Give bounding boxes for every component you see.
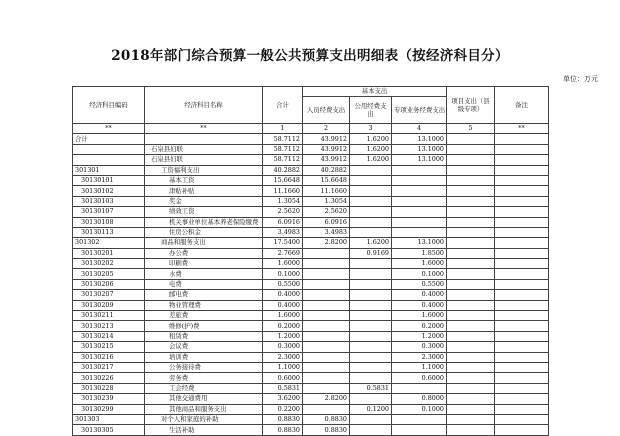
cell-personnel	[303, 259, 350, 269]
cell-personnel	[303, 342, 350, 352]
cell-project	[447, 404, 495, 414]
cell-project	[447, 144, 495, 154]
cell-name: 工资福利支出	[145, 165, 263, 175]
cell-project	[447, 321, 495, 331]
cell-name: 物业管理费	[145, 300, 263, 310]
cell-special	[392, 414, 447, 424]
cell-special: 0.5500	[392, 279, 447, 289]
cell-special	[392, 425, 447, 435]
table-row	[73, 279, 549, 289]
header-special: 专项业务经费支出	[392, 97, 447, 124]
cell-code: 30130226	[73, 373, 145, 383]
cell-public: 0.9169	[350, 248, 392, 258]
cell-name: 差旅费	[145, 311, 263, 321]
cell-code	[73, 144, 145, 154]
cell-name: 其他商品和服务支出	[145, 404, 263, 414]
cell-code: 合计	[73, 134, 145, 144]
cell-personnel: 1.3054	[303, 196, 350, 206]
table-row	[73, 404, 549, 414]
cell-public	[350, 300, 392, 310]
cell-name: 邮电费	[145, 290, 263, 300]
cell-code: 30130201	[73, 248, 145, 258]
table-row	[73, 311, 549, 321]
table-row	[73, 165, 549, 175]
table-row	[73, 362, 549, 372]
cell-remark	[495, 259, 549, 269]
cell-special: 13.1000	[392, 144, 447, 154]
cell-code: 30130205	[73, 269, 145, 279]
cell-code: 30130214	[73, 331, 145, 341]
cell-special	[392, 207, 447, 217]
cell-project	[447, 383, 495, 393]
cell-name: 维修(护)费	[145, 321, 263, 331]
index-cell: **	[73, 124, 145, 134]
cell-project	[447, 394, 495, 404]
header-personnel: 人员经费支出	[303, 97, 350, 124]
cell-project	[447, 217, 495, 227]
cell-project	[447, 227, 495, 237]
cell-public	[350, 279, 392, 289]
table-row	[73, 394, 549, 404]
cell-project	[447, 300, 495, 310]
cell-name: 石泉县妇联	[145, 144, 263, 154]
cell-code: 30130206	[73, 279, 145, 289]
cell-public	[350, 227, 392, 237]
table-row	[73, 144, 549, 154]
cell-name: 住房公积金	[145, 227, 263, 237]
cell-public	[350, 311, 392, 321]
cell-code: 30130202	[73, 259, 145, 269]
cell-code: 30130215	[73, 342, 145, 352]
cell-remark	[495, 362, 549, 372]
cell-code: 30130216	[73, 352, 145, 362]
table-row	[73, 269, 549, 279]
cell-code: 30130103	[73, 196, 145, 206]
cell-public	[350, 207, 392, 217]
cell-personnel: 3.4983	[303, 227, 350, 237]
cell-code	[73, 155, 145, 165]
cell-project	[447, 155, 495, 165]
cell-code: 30130209	[73, 300, 145, 310]
cell-remark	[495, 311, 549, 321]
cell-total: 0.8830	[263, 414, 303, 424]
header-name: 经济科目名称	[145, 87, 263, 124]
cell-total: 1.3054	[263, 196, 303, 206]
cell-total: 1.1000	[263, 362, 303, 372]
header-public: 公用经费支出	[350, 97, 392, 124]
cell-remark	[495, 207, 549, 217]
table-row	[73, 186, 549, 196]
table-row	[73, 321, 549, 331]
cell-public: 0.1200	[350, 404, 392, 414]
table-row	[73, 155, 549, 165]
cell-name: 生活补助	[145, 425, 263, 435]
cell-special: 0.3000	[392, 342, 447, 352]
cell-personnel: 2.8200	[303, 238, 350, 248]
cell-remark	[495, 238, 549, 248]
cell-code: 30130305	[73, 425, 145, 435]
cell-personnel	[303, 300, 350, 310]
cell-name: 绩效工资	[145, 207, 263, 217]
cell-total: 6.0916	[263, 217, 303, 227]
table-row	[73, 196, 549, 206]
unit-label: 单位：万元	[563, 75, 598, 83]
cell-remark	[495, 300, 549, 310]
cell-personnel: 6.0916	[303, 217, 350, 227]
cell-code: 30130102	[73, 186, 145, 196]
cell-total: 3.6200	[263, 394, 303, 404]
cell-personnel	[303, 248, 350, 258]
cell-special	[392, 227, 447, 237]
cell-code: 301303	[73, 414, 145, 424]
table-row	[73, 425, 549, 435]
cell-remark	[495, 155, 549, 165]
cell-public	[350, 342, 392, 352]
cell-special: 0.1000	[392, 404, 447, 414]
cell-name: 对个人和家庭的补助	[145, 414, 263, 424]
cell-special: 0.6000	[392, 373, 447, 383]
index-cell: 2	[303, 124, 350, 134]
header-code: 经济科目编码	[73, 87, 145, 124]
cell-name: 基本工资	[145, 175, 263, 185]
cell-special: 0.8000	[392, 394, 447, 404]
table-row	[73, 331, 549, 341]
cell-public: 0.5831	[350, 383, 392, 393]
index-cell: **	[145, 124, 263, 134]
cell-code: 301302	[73, 238, 145, 248]
cell-special: 0.4000	[392, 300, 447, 310]
cell-name: 石泉县妇联	[145, 155, 263, 165]
cell-code: 30130101	[73, 175, 145, 185]
cell-project	[447, 269, 495, 279]
cell-special: 1.6000	[392, 259, 447, 269]
cell-remark	[495, 331, 549, 341]
cell-special: 1.6000	[392, 311, 447, 321]
cell-project	[447, 373, 495, 383]
cell-public	[350, 362, 392, 372]
cell-name: 劳务费	[145, 373, 263, 383]
cell-project	[447, 186, 495, 196]
header-basic: 基本支出	[303, 87, 447, 97]
cell-special	[392, 217, 447, 227]
cell-project	[447, 134, 495, 144]
cell-total: 15.6648	[263, 175, 303, 185]
index-row	[73, 124, 549, 134]
cell-personnel	[303, 321, 350, 331]
cell-total: 1.6000	[263, 259, 303, 269]
cell-special: 13.1000	[392, 134, 447, 144]
cell-personnel	[303, 279, 350, 289]
cell-special: 0.1000	[392, 269, 447, 279]
cell-personnel	[303, 290, 350, 300]
cell-code: 30130107	[73, 207, 145, 217]
table-row	[73, 217, 549, 227]
table-row	[73, 248, 549, 258]
cell-project	[447, 248, 495, 258]
cell-public	[350, 196, 392, 206]
header-remark: 备注	[495, 87, 549, 124]
cell-special	[392, 383, 447, 393]
cell-total: 0.2200	[263, 404, 303, 414]
cell-remark	[495, 227, 549, 237]
cell-total: 0.1000	[263, 269, 303, 279]
cell-public	[350, 352, 392, 362]
cell-code: 30130108	[73, 217, 145, 227]
cell-total: 0.4000	[263, 290, 303, 300]
cell-name: 印刷费	[145, 259, 263, 269]
cell-special: 1.1000	[392, 362, 447, 372]
cell-special	[392, 186, 447, 196]
table-row	[73, 134, 549, 144]
cell-remark	[495, 373, 549, 383]
cell-total: 0.5831	[263, 383, 303, 393]
cell-remark	[495, 279, 549, 289]
cell-name: 商品和服务支出	[145, 238, 263, 248]
cell-remark	[495, 321, 549, 331]
cell-public	[350, 165, 392, 175]
cell-name: 水费	[145, 269, 263, 279]
table-row	[73, 207, 549, 217]
header-project: 项目支出（县级专项）	[447, 87, 495, 124]
table-row	[73, 300, 549, 310]
cell-public	[350, 269, 392, 279]
index-cell: **	[495, 124, 549, 134]
cell-code: 30130211	[73, 311, 145, 321]
index-cell: 3	[350, 124, 392, 134]
cell-personnel: 2.5620	[303, 207, 350, 217]
cell-project	[447, 311, 495, 321]
cell-project	[447, 175, 495, 185]
cell-total: 1.6000	[263, 311, 303, 321]
cell-remark	[495, 144, 549, 154]
cell-public	[350, 186, 392, 196]
cell-project	[447, 425, 495, 435]
cell-code: 30130217	[73, 362, 145, 372]
cell-special	[392, 165, 447, 175]
index-cell: 5	[447, 124, 495, 134]
cell-project	[447, 290, 495, 300]
cell-project	[447, 331, 495, 341]
cell-total: 0.6000	[263, 373, 303, 383]
cell-project	[447, 279, 495, 289]
cell-code: 301301	[73, 165, 145, 175]
table-row	[73, 342, 549, 352]
table-row	[73, 383, 549, 393]
cell-personnel	[303, 352, 350, 362]
cell-special	[392, 196, 447, 206]
cell-special: 0.4000	[392, 290, 447, 300]
cell-total: 2.5620	[263, 207, 303, 217]
cell-total: 2.7669	[263, 248, 303, 258]
cell-name: 会议费	[145, 342, 263, 352]
cell-project	[447, 207, 495, 217]
cell-public	[350, 321, 392, 331]
report-title: 2018年部门综合预算一般公共预算支出明细表（按经济科目分）	[111, 48, 509, 64]
cell-public: 1.6200	[350, 144, 392, 154]
cell-name: 培训费	[145, 352, 263, 362]
cell-public: 1.6200	[350, 134, 392, 144]
cell-remark	[495, 165, 549, 175]
cell-name: 津贴补贴	[145, 186, 263, 196]
cell-remark	[495, 404, 549, 414]
cell-total: 58.7112	[263, 134, 303, 144]
cell-remark	[495, 414, 549, 424]
cell-personnel: 0.8830	[303, 414, 350, 424]
cell-code: 30130239	[73, 394, 145, 404]
cell-total: 0.3000	[263, 342, 303, 352]
cell-code: 30130113	[73, 227, 145, 237]
cell-remark	[495, 383, 549, 393]
cell-remark	[495, 186, 549, 196]
cell-name	[145, 134, 263, 144]
table-row	[73, 414, 549, 424]
cell-special: 1.8500	[392, 248, 447, 258]
cell-total: 11.1660	[263, 186, 303, 196]
cell-personnel	[303, 269, 350, 279]
cell-public	[350, 331, 392, 341]
cell-personnel	[303, 331, 350, 341]
cell-name: 办公费	[145, 248, 263, 258]
cell-name: 奖金	[145, 196, 263, 206]
cell-public	[350, 414, 392, 424]
cell-personnel: 43.9912	[303, 155, 350, 165]
cell-public	[350, 175, 392, 185]
table-row	[73, 373, 549, 383]
cell-personnel: 43.9912	[303, 144, 350, 154]
cell-personnel: 40.2882	[303, 165, 350, 175]
cell-project	[447, 352, 495, 362]
budget-table	[72, 86, 549, 436]
cell-special: 13.1000	[392, 238, 447, 248]
cell-remark	[495, 425, 549, 435]
cell-project	[447, 414, 495, 424]
table-row	[73, 259, 549, 269]
cell-code: 30130299	[73, 404, 145, 414]
cell-remark	[495, 352, 549, 362]
cell-total: 40.2882	[263, 165, 303, 175]
cell-personnel: 11.1660	[303, 186, 350, 196]
cell-public: 1.6200	[350, 238, 392, 248]
index-cell: 4	[392, 124, 447, 134]
cell-total: 0.2000	[263, 321, 303, 331]
cell-project	[447, 165, 495, 175]
table-row	[73, 352, 549, 362]
cell-project	[447, 259, 495, 269]
cell-project	[447, 196, 495, 206]
cell-name: 工会经费	[145, 383, 263, 393]
cell-personnel	[303, 383, 350, 393]
cell-name: 其他交通费用	[145, 394, 263, 404]
header-total: 合计	[263, 87, 303, 124]
cell-public: 1.6200	[350, 155, 392, 165]
cell-name: 租赁费	[145, 331, 263, 341]
cell-personnel	[303, 311, 350, 321]
cell-total: 0.5500	[263, 279, 303, 289]
cell-public	[350, 425, 392, 435]
cell-remark	[495, 269, 549, 279]
cell-special: 2.3000	[392, 352, 447, 362]
cell-public	[350, 394, 392, 404]
cell-remark	[495, 394, 549, 404]
cell-project	[447, 238, 495, 248]
cell-special: 13.1000	[392, 155, 447, 165]
cell-code: 30130207	[73, 290, 145, 300]
cell-remark	[495, 196, 549, 206]
cell-personnel: 2.8200	[303, 394, 350, 404]
cell-total: 3.4983	[263, 227, 303, 237]
cell-project	[447, 342, 495, 352]
cell-personnel	[303, 362, 350, 372]
cell-personnel	[303, 404, 350, 414]
cell-code: 30130213	[73, 321, 145, 331]
cell-remark	[495, 175, 549, 185]
cell-remark	[495, 134, 549, 144]
cell-remark	[495, 217, 549, 227]
cell-project	[447, 362, 495, 372]
cell-total: 0.8830	[263, 425, 303, 435]
table-row	[73, 238, 549, 248]
cell-code: 30130228	[73, 383, 145, 393]
cell-remark	[495, 290, 549, 300]
cell-public	[350, 259, 392, 269]
table-row	[73, 290, 549, 300]
index-cell: 1	[263, 124, 303, 134]
cell-total: 1.2000	[263, 331, 303, 341]
cell-total: 58.7112	[263, 155, 303, 165]
cell-special	[392, 175, 447, 185]
cell-personnel: 15.6648	[303, 175, 350, 185]
cell-total: 2.3000	[263, 352, 303, 362]
cell-personnel	[303, 373, 350, 383]
cell-public	[350, 217, 392, 227]
cell-name: 公务接待费	[145, 362, 263, 372]
cell-name: 机关事业单位基本养老保险缴费	[145, 217, 263, 227]
cell-remark	[495, 248, 549, 258]
cell-special: 1.2000	[392, 331, 447, 341]
cell-public	[350, 290, 392, 300]
cell-total: 58.7112	[263, 144, 303, 154]
cell-personnel: 0.8830	[303, 425, 350, 435]
cell-remark	[495, 342, 549, 352]
cell-special: 0.2000	[392, 321, 447, 331]
cell-personnel: 43.9912	[303, 134, 350, 144]
table-row	[73, 175, 549, 185]
cell-public	[350, 373, 392, 383]
cell-name: 电费	[145, 279, 263, 289]
table-row	[73, 227, 549, 237]
cell-total: 17.5400	[263, 238, 303, 248]
cell-total: 0.4000	[263, 300, 303, 310]
